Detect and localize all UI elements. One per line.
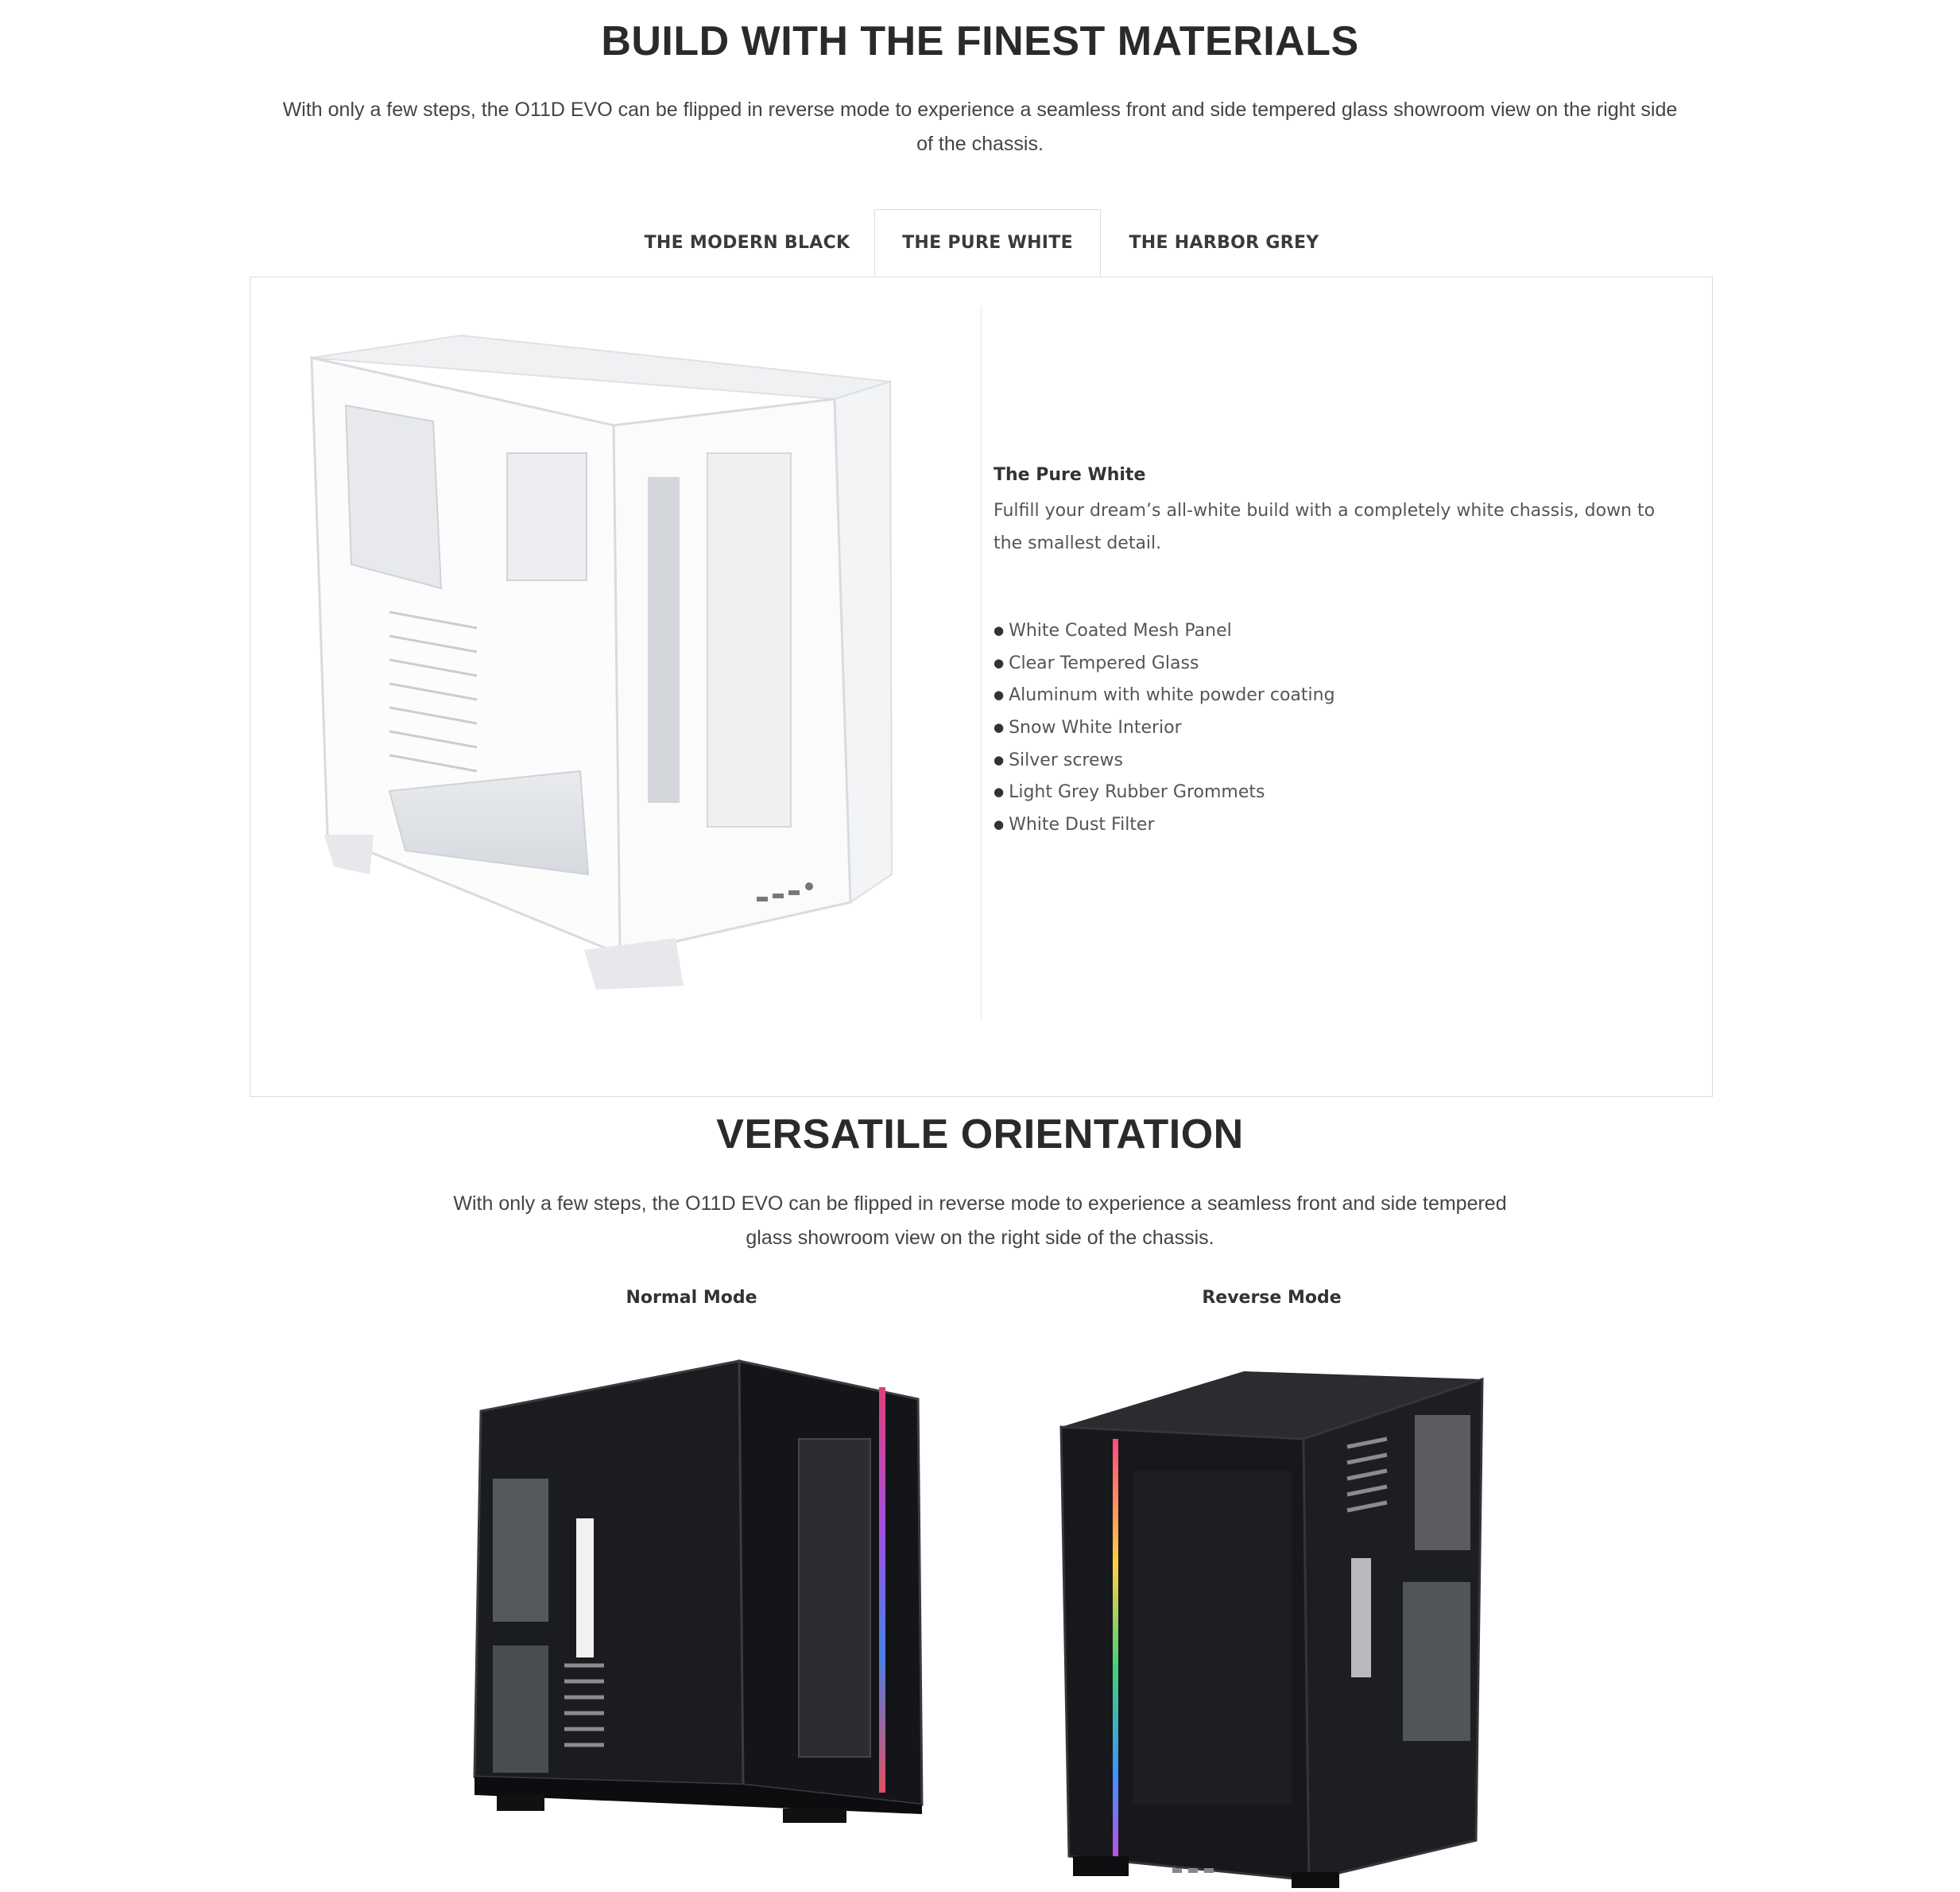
variant-title: The Pure White [994,465,1146,485]
reverse-mode-label: Reverse Mode [1202,1288,1342,1308]
list-item: ● Snow White Interior [994,712,1335,745]
list-item: ● Aluminum with white powder coating [994,680,1335,712]
list-item: ● Silver screws [994,745,1335,777]
list-item: ● White Coated Mesh Panel [994,615,1335,648]
feature-list [994,615,1335,842]
tab-harbor-grey[interactable]: THE HARBOR GREY [1129,233,1319,253]
materials-heading: BUILD WITH THE FINEST MATERIALS [601,18,1359,64]
tab-modern-black[interactable]: THE MODERN BLACK [644,233,850,253]
list-item: ● Clear Tempered Glass [994,648,1335,680]
normal-mode-case-image [465,1351,934,1828]
list-item: ● Light Grey Rubber Grommets [994,777,1335,809]
list-item: ● White Dust Filter [994,809,1335,842]
variant-description: Fulfill your dream’s all-white build with a completely white chassis, down to the smallest detail. [994,501,1656,553]
normal-mode-label: Normal Mode [626,1288,757,1308]
orientation-heading: VERSATILE ORIENTATION [716,1111,1244,1157]
orientation-intro: With only a few steps, the O11D EVO can be flipped in reverse mode to experience a seamless front and side tempered glass showroom view on the right side of the chassis. [453,1192,1507,1249]
white-case-image [302,326,906,1002]
tab-pure-white[interactable]: THE PURE WHITE [874,209,1101,277]
materials-intro: With only a few steps, the O11D EVO can be flipped in reverse mode to experience a seamless front and side tempered glass showroom view on the right side of the chassis. [282,99,1678,155]
panel-divider [981,306,982,1022]
reverse-mode-case-image [1053,1351,1498,1892]
